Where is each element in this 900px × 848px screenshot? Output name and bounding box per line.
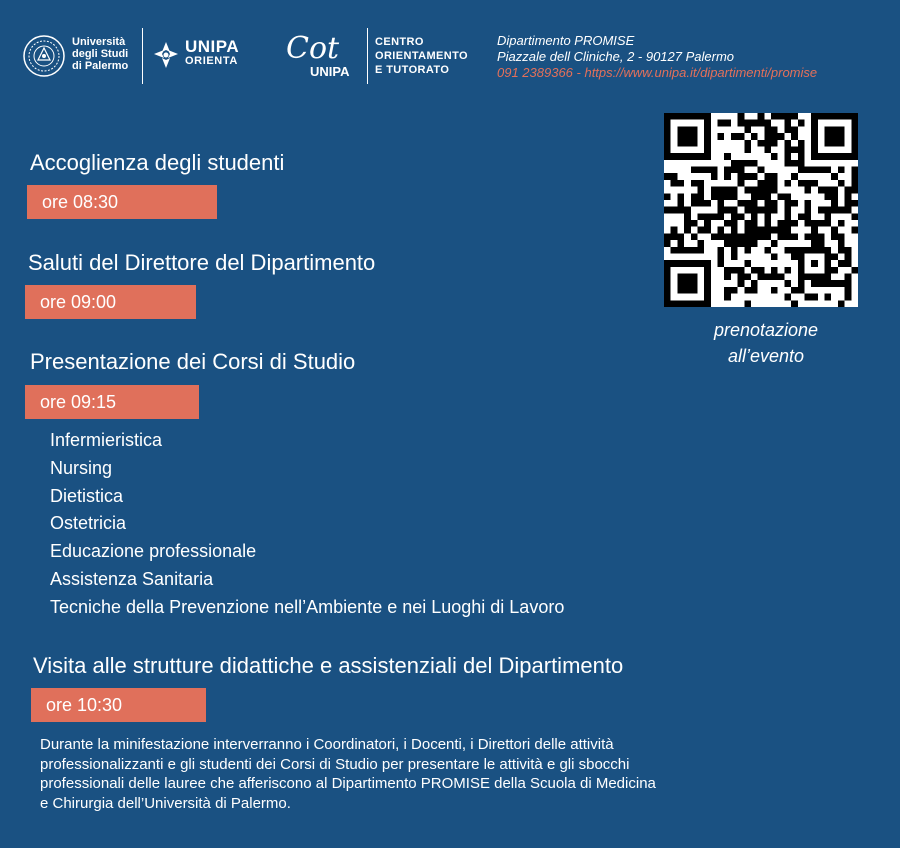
time-badge: ore 10:30 <box>31 688 206 722</box>
department-address: Piazzale dell Cliniche, 2 - 90127 Palermo <box>497 49 735 64</box>
unipa-orienta-icon <box>152 40 180 70</box>
university-name-line: Università <box>72 36 126 48</box>
footer-line: Durante la minifestazione interverranno i Coordinatori, i Docenti, i Direttori delle attività <box>40 736 614 753</box>
cot-name-line: E TUTORATO <box>375 64 450 76</box>
list-item: Dietistica <box>50 485 124 506</box>
list-item: Tecniche della Prevenzione nell’Ambiente e nei Luoghi di Lavoro <box>50 596 565 617</box>
university-seal-icon <box>22 34 66 78</box>
cot-script: Cot <box>286 31 340 66</box>
cot-logo <box>284 28 364 84</box>
qr-code-icon <box>664 113 858 307</box>
list-item: Infermieristica <box>50 430 163 450</box>
list-item: Educazione professionale <box>50 541 257 562</box>
unipa-orienta-logo <box>185 38 239 67</box>
list-item: Nursing <box>50 457 113 478</box>
department-info <box>497 33 817 81</box>
university-name-line: degli Studi <box>72 48 129 60</box>
university-name <box>72 36 128 72</box>
course-list <box>50 427 564 622</box>
section-title: Accoglienza degli studenti <box>30 150 285 175</box>
orienta-line: ORIENTA <box>185 55 238 67</box>
qr-code[interactable] <box>664 113 858 307</box>
university-name-line: di Palermo <box>72 60 129 72</box>
qr-caption-line: prenotazione <box>713 320 819 340</box>
cot-unipa: UNIPA <box>310 64 350 79</box>
qr-caption <box>664 317 868 369</box>
footer-note <box>40 735 840 813</box>
orienta-line: UNIPA <box>185 37 240 56</box>
time-badge: ore 09:00 <box>25 285 196 319</box>
list-item: Assistenza Sanitaria <box>50 568 214 589</box>
cot-name-line: ORIENTAMENTO <box>375 50 469 62</box>
footer-line: professionalizzanti e gli studenti dei Corsi di Studio per presentare le attività e gli sbocchi <box>40 755 630 773</box>
header-divider <box>367 28 368 84</box>
time-badge: ore 09:15 <box>25 385 199 419</box>
list-item: Ostetricia <box>50 513 127 534</box>
cot-name-line: CENTRO <box>375 36 424 48</box>
section-title: Presentazione dei Corsi di Studio <box>30 349 356 374</box>
time-badge: ore 08:30 <box>27 185 217 219</box>
cot-name <box>375 35 468 77</box>
qr-caption-line: all’evento <box>727 346 805 366</box>
header-divider <box>142 28 143 84</box>
section-title: Saluti del Direttore del Dipartimento <box>28 250 376 275</box>
footer-line: e Chirurgia dell’Università di Palermo. <box>40 794 291 812</box>
footer-line: professionali delle lauree che afferiscono al Dipartimento PROMISE della Scuola di Medicina <box>40 775 656 792</box>
department-name: Dipartimento PROMISE <box>497 33 635 48</box>
section-title: Visita alle strutture didattiche e assistenziali del Dipartimento <box>33 653 624 678</box>
department-contact[interactable]: 091 2389366 - https://www.unipa.it/dipartimenti/promise <box>497 65 818 80</box>
